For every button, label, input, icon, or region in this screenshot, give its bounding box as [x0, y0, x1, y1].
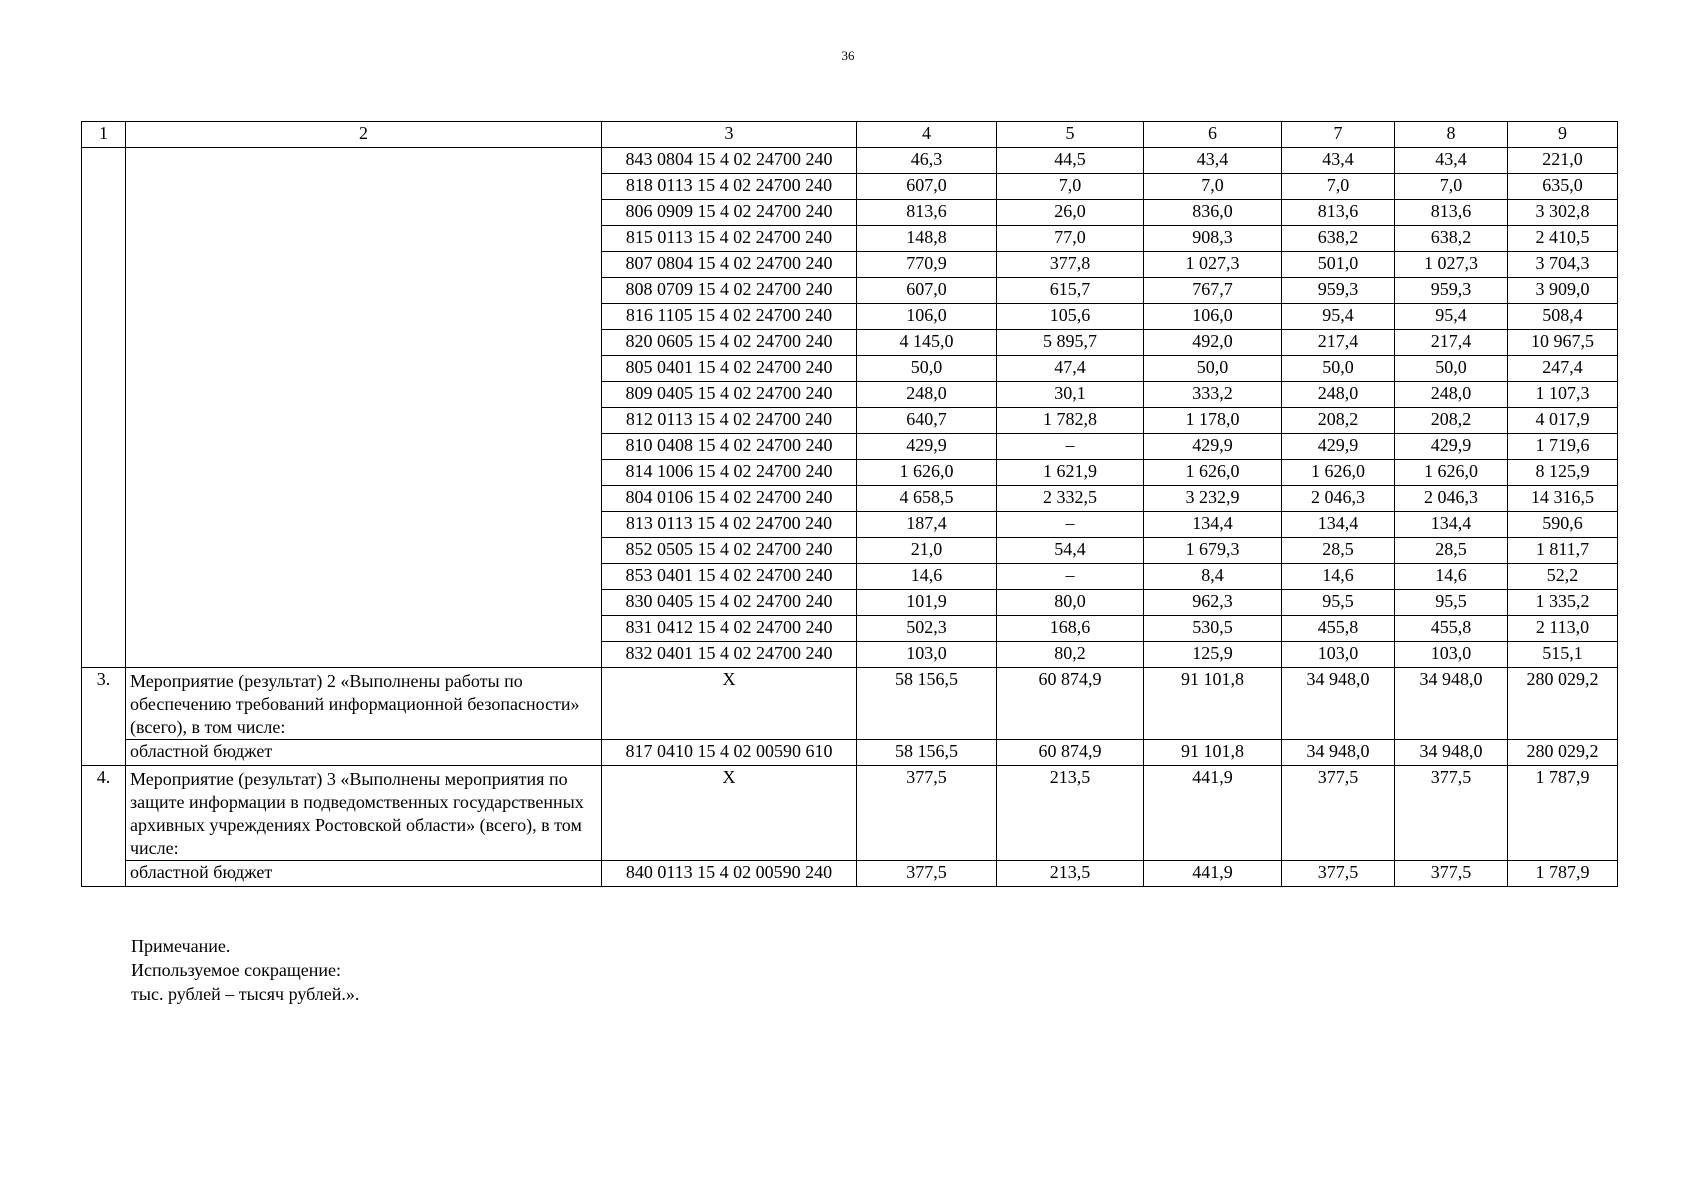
value-cell: 3 302,8: [1508, 200, 1618, 226]
budget-code-cell: 843 0804 15 4 02 24700 240: [602, 148, 857, 174]
value-cell: 7,0: [1282, 174, 1395, 200]
value-cell: 429,9: [1282, 434, 1395, 460]
measure-description: Мероприятие (результат) 3 «Выполнены мероприятия по защите информации в подведомственных государственных архивных учреждениях Ростовской области» (всего), в том числе:: [126, 766, 602, 861]
value-cell: 813,6: [1282, 200, 1395, 226]
budget-code-cell: 830 0405 15 4 02 24700 240: [602, 590, 857, 616]
value-cell: 501,0: [1282, 252, 1395, 278]
value-cell: 248,0: [1282, 382, 1395, 408]
page-number: 36: [841, 48, 855, 63]
column-header-1: 1: [82, 122, 126, 148]
measure-description: Мероприятие (результат) 2 «Выполнены работы по обеспечению требований информационной безопасности» (всего), в том числе:: [126, 668, 602, 740]
value-cell: 615,7: [997, 278, 1144, 304]
measure-value: 1 787,9: [1508, 766, 1618, 861]
value-cell: 125,9: [1144, 642, 1282, 668]
regional-budget-value: 213,5: [997, 861, 1144, 887]
value-cell: 80,2: [997, 642, 1144, 668]
measure-value: 58 156,5: [857, 668, 997, 740]
measure-value: 34 948,0: [1395, 668, 1508, 740]
measure-value: 441,9: [1144, 766, 1282, 861]
value-cell: 502,3: [857, 616, 997, 642]
value-cell: 28,5: [1395, 538, 1508, 564]
measure-value: 213,5: [997, 766, 1144, 861]
regional-budget-value: 377,5: [857, 861, 997, 887]
value-cell: 2 113,0: [1508, 616, 1618, 642]
value-cell: 101,9: [857, 590, 997, 616]
regional-budget-value: 58 156,5: [857, 740, 997, 766]
value-cell: 638,2: [1395, 226, 1508, 252]
value-cell: 3 704,3: [1508, 252, 1618, 278]
value-cell: 248,0: [1395, 382, 1508, 408]
budget-table: [81, 121, 1618, 887]
value-cell: 1 679,3: [1144, 538, 1282, 564]
note-line-2: тыс. рублей – тысяч рублей.».: [131, 984, 360, 1004]
measure-value: 60 874,9: [997, 668, 1144, 740]
measure-value: 280 029,2: [1508, 668, 1618, 740]
budget-code-cell: 815 0113 15 4 02 24700 240: [602, 226, 857, 252]
value-cell: 1 178,0: [1144, 408, 1282, 434]
value-cell: 1 626,0: [857, 460, 997, 486]
value-cell: 217,4: [1395, 330, 1508, 356]
column-header-8: 8: [1395, 122, 1508, 148]
value-cell: 1 335,2: [1508, 590, 1618, 616]
column-header-3: 3: [602, 122, 857, 148]
value-cell: 208,2: [1395, 408, 1508, 434]
value-cell: 1 626,0: [1282, 460, 1395, 486]
measure-code: X: [602, 668, 857, 740]
value-cell: 429,9: [857, 434, 997, 460]
value-cell: 208,2: [1282, 408, 1395, 434]
regional-budget-value: 34 948,0: [1282, 740, 1395, 766]
value-cell: 4 145,0: [857, 330, 997, 356]
value-cell: 959,3: [1395, 278, 1508, 304]
regional-budget-code: 840 0113 15 4 02 00590 240: [602, 861, 857, 887]
regional-budget-row: [82, 861, 1618, 887]
value-cell: 2 410,5: [1508, 226, 1618, 252]
value-cell: 515,1: [1508, 642, 1618, 668]
header-row: [82, 122, 1618, 148]
value-cell: 105,6: [997, 304, 1144, 330]
value-cell: 247,4: [1508, 356, 1618, 382]
value-cell: 43,4: [1282, 148, 1395, 174]
budget-code-cell: 816 1105 15 4 02 24700 240: [602, 304, 857, 330]
regional-budget-value: 377,5: [1282, 861, 1395, 887]
regional-budget-value: 377,5: [1395, 861, 1508, 887]
value-cell: 168,6: [997, 616, 1144, 642]
value-cell: 1 626,0: [1395, 460, 1508, 486]
value-cell: 50,0: [857, 356, 997, 382]
regional-budget-row: [82, 740, 1618, 766]
value-cell: 43,4: [1144, 148, 1282, 174]
budget-code-cell: 807 0804 15 4 02 24700 240: [602, 252, 857, 278]
value-cell: 908,3: [1144, 226, 1282, 252]
regional-budget-value: 441,9: [1144, 861, 1282, 887]
value-cell: 1 027,3: [1395, 252, 1508, 278]
value-cell: 95,4: [1282, 304, 1395, 330]
regional-budget-value: 280 029,2: [1508, 740, 1618, 766]
value-cell: 429,9: [1144, 434, 1282, 460]
value-cell: 217,4: [1282, 330, 1395, 356]
value-cell: 50,0: [1282, 356, 1395, 382]
value-cell: 7,0: [1144, 174, 1282, 200]
measure-number: 4.: [82, 766, 126, 887]
value-cell: 187,4: [857, 512, 997, 538]
budget-code-cell: 853 0401 15 4 02 24700 240: [602, 564, 857, 590]
note: [131, 934, 359, 1006]
value-cell: 103,0: [1282, 642, 1395, 668]
measure-row: [82, 766, 1618, 861]
value-cell: 638,2: [1282, 226, 1395, 252]
value-cell: 455,8: [1282, 616, 1395, 642]
value-cell: 10 967,5: [1508, 330, 1618, 356]
value-cell: –: [997, 564, 1144, 590]
value-cell: 962,3: [1144, 590, 1282, 616]
budget-code-cell: 812 0113 15 4 02 24700 240: [602, 408, 857, 434]
value-cell: 7,0: [1395, 174, 1508, 200]
value-cell: 95,4: [1395, 304, 1508, 330]
column-header-4: 4: [857, 122, 997, 148]
value-cell: 7,0: [997, 174, 1144, 200]
regional-budget-value: 34 948,0: [1395, 740, 1508, 766]
value-cell: 50,0: [1144, 356, 1282, 382]
value-cell: 95,5: [1282, 590, 1395, 616]
budget-code-cell: 818 0113 15 4 02 24700 240: [602, 174, 857, 200]
value-cell: 106,0: [857, 304, 997, 330]
value-cell: 26,0: [997, 200, 1144, 226]
value-cell: –: [997, 512, 1144, 538]
measure-value: 377,5: [1395, 766, 1508, 861]
value-cell: 530,5: [1144, 616, 1282, 642]
budget-code-cell: 820 0605 15 4 02 24700 240: [602, 330, 857, 356]
value-cell: 2 332,5: [997, 486, 1144, 512]
value-cell: 1 107,3: [1508, 382, 1618, 408]
budget-code-cell: 813 0113 15 4 02 24700 240: [602, 512, 857, 538]
budget-code-cell: 831 0412 15 4 02 24700 240: [602, 616, 857, 642]
regional-budget-value: 60 874,9: [997, 740, 1144, 766]
value-cell: 134,4: [1395, 512, 1508, 538]
value-cell: 508,4: [1508, 304, 1618, 330]
value-cell: 52,2: [1508, 564, 1618, 590]
regional-budget-value: 91 101,8: [1144, 740, 1282, 766]
budget-code-cell: 814 1006 15 4 02 24700 240: [602, 460, 857, 486]
value-cell: 813,6: [1395, 200, 1508, 226]
column-header-2: 2: [126, 122, 602, 148]
budget-code-cell: 806 0909 15 4 02 24700 240: [602, 200, 857, 226]
budget-code-cell: 805 0401 15 4 02 24700 240: [602, 356, 857, 382]
value-cell: 2 046,3: [1395, 486, 1508, 512]
value-cell: 103,0: [1395, 642, 1508, 668]
value-cell: 77,0: [997, 226, 1144, 252]
value-cell: 50,0: [1395, 356, 1508, 382]
value-cell: 813,6: [857, 200, 997, 226]
table-row: [82, 148, 1618, 174]
value-cell: 1 621,9: [997, 460, 1144, 486]
value-cell: 134,4: [1144, 512, 1282, 538]
value-cell: 44,5: [997, 148, 1144, 174]
value-cell: 455,8: [1395, 616, 1508, 642]
budget-code-cell: 804 0106 15 4 02 24700 240: [602, 486, 857, 512]
value-cell: 103,0: [857, 642, 997, 668]
empty-number-cell: [82, 148, 126, 668]
column-header-9: 9: [1508, 122, 1618, 148]
value-cell: 3 232,9: [1144, 486, 1282, 512]
value-cell: 3 909,0: [1508, 278, 1618, 304]
budget-code-cell: 808 0709 15 4 02 24700 240: [602, 278, 857, 304]
value-cell: 959,3: [1282, 278, 1395, 304]
column-header-7: 7: [1282, 122, 1395, 148]
budget-code-cell: 832 0401 15 4 02 24700 240: [602, 642, 857, 668]
budget-code-cell: 852 0505 15 4 02 24700 240: [602, 538, 857, 564]
value-cell: 134,4: [1282, 512, 1395, 538]
measure-code: X: [602, 766, 857, 861]
value-cell: –: [997, 434, 1144, 460]
value-cell: 14,6: [1282, 564, 1395, 590]
regional-budget-label: областной бюджет: [126, 740, 602, 766]
value-cell: 14,6: [1395, 564, 1508, 590]
value-cell: 5 895,7: [997, 330, 1144, 356]
value-cell: 80,0: [997, 590, 1144, 616]
value-cell: 30,1: [997, 382, 1144, 408]
value-cell: 1 811,7: [1508, 538, 1618, 564]
value-cell: 95,5: [1395, 590, 1508, 616]
empty-description-cell: [126, 148, 602, 668]
value-cell: 8,4: [1144, 564, 1282, 590]
measure-value: 34 948,0: [1282, 668, 1395, 740]
value-cell: 1 027,3: [1144, 252, 1282, 278]
value-cell: 770,9: [857, 252, 997, 278]
value-cell: 14,6: [857, 564, 997, 590]
value-cell: 54,4: [997, 538, 1144, 564]
note-title: Примечание.: [131, 936, 231, 956]
regional-budget-label: областной бюджет: [126, 861, 602, 887]
value-cell: 106,0: [1144, 304, 1282, 330]
value-cell: 1 782,8: [997, 408, 1144, 434]
value-cell: 43,4: [1395, 148, 1508, 174]
value-cell: 767,7: [1144, 278, 1282, 304]
value-cell: 4 017,9: [1508, 408, 1618, 434]
budget-code-cell: 810 0408 15 4 02 24700 240: [602, 434, 857, 460]
value-cell: 377,8: [997, 252, 1144, 278]
value-cell: 607,0: [857, 278, 997, 304]
value-cell: 8 125,9: [1508, 460, 1618, 486]
value-cell: 492,0: [1144, 330, 1282, 356]
value-cell: 248,0: [857, 382, 997, 408]
value-cell: 148,8: [857, 226, 997, 252]
value-cell: 4 658,5: [857, 486, 997, 512]
value-cell: 607,0: [857, 174, 997, 200]
value-cell: 21,0: [857, 538, 997, 564]
regional-budget-code: 817 0410 15 4 02 00590 610: [602, 740, 857, 766]
budget-code-cell: 809 0405 15 4 02 24700 240: [602, 382, 857, 408]
column-header-6: 6: [1144, 122, 1282, 148]
value-cell: 1 719,6: [1508, 434, 1618, 460]
column-header-5: 5: [997, 122, 1144, 148]
value-cell: 635,0: [1508, 174, 1618, 200]
value-cell: 46,3: [857, 148, 997, 174]
value-cell: 14 316,5: [1508, 486, 1618, 512]
value-cell: 221,0: [1508, 148, 1618, 174]
value-cell: 28,5: [1282, 538, 1395, 564]
measure-value: 377,5: [1282, 766, 1395, 861]
regional-budget-value: 1 787,9: [1508, 861, 1618, 887]
measure-number: 3.: [82, 668, 126, 766]
value-cell: 1 626,0: [1144, 460, 1282, 486]
note-line-1: Используемое сокращение:: [131, 960, 341, 980]
measure-value: 377,5: [857, 766, 997, 861]
value-cell: 47,4: [997, 356, 1144, 382]
measure-row: [82, 668, 1618, 740]
value-cell: 333,2: [1144, 382, 1282, 408]
value-cell: 590,6: [1508, 512, 1618, 538]
measure-value: 91 101,8: [1144, 668, 1282, 740]
value-cell: 640,7: [857, 408, 997, 434]
value-cell: 2 046,3: [1282, 486, 1395, 512]
value-cell: 429,9: [1395, 434, 1508, 460]
value-cell: 836,0: [1144, 200, 1282, 226]
